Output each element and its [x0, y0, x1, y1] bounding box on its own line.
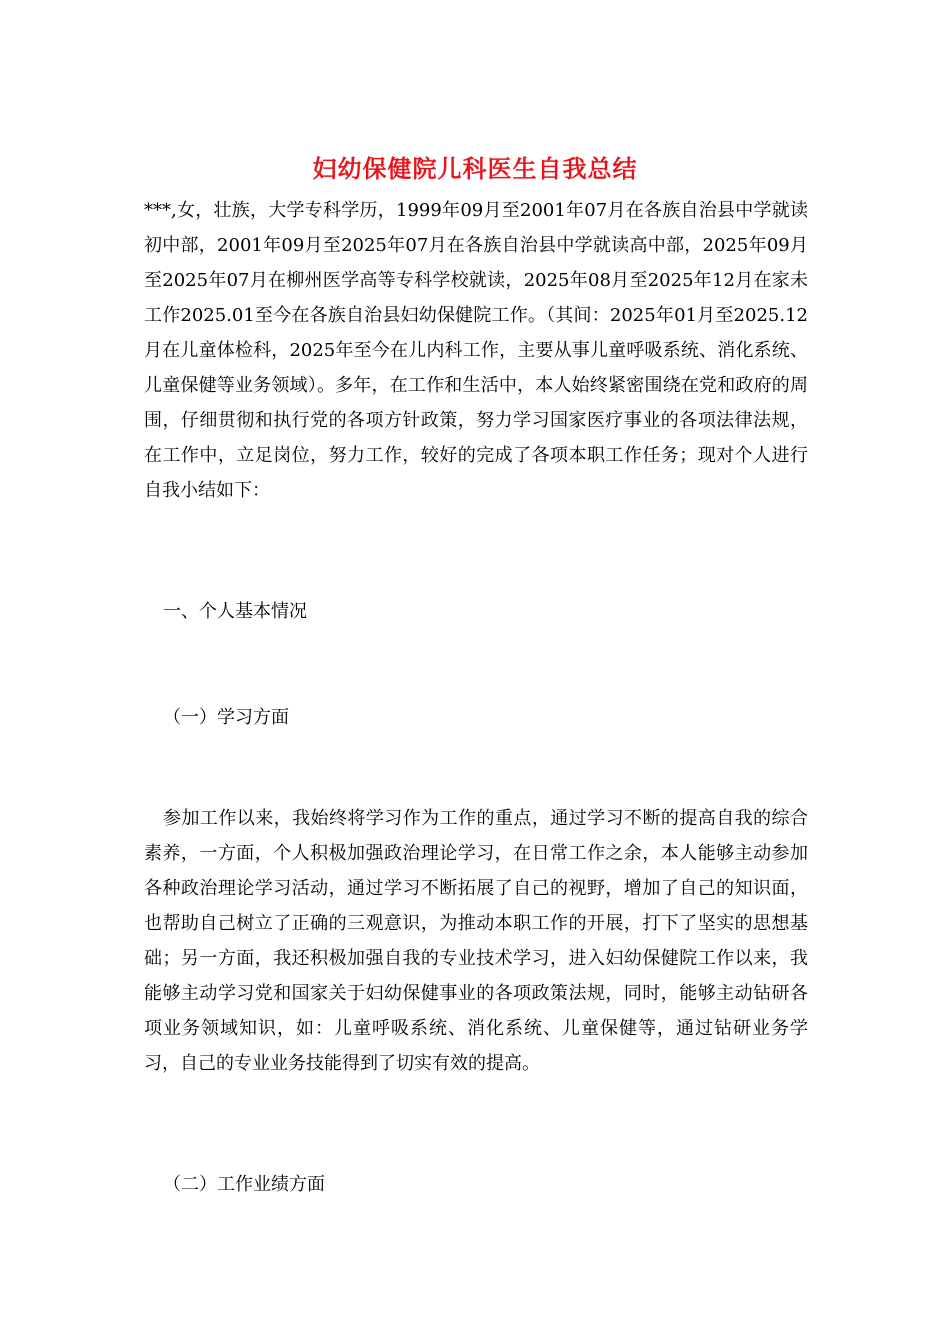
subsection-heading-study: （一）学习方面 [163, 707, 289, 728]
document-title: 妇幼保健院儿科医生自我总结 [312, 154, 638, 183]
intro-paragraph: ***,女，壮族，大学专科学历，1999年09月至2001年07月在各族自治县中学就读初中部，2001年09月至2025年07月在各族自治县中学就读高中部，2025年09月至2025年07月在柳州医学高等专科学校就读，2025年08月至2025年12月在家未工作2025.01至今在各族自治县妇幼保健院工作。（其间：2025年01月至2025.12月在儿童体检科，2025年至今在儿内科工作，主要从事儿童呼吸系统、消化系统、儿童保健等业务领域）。多年，在工作和生活中，本人始终紧密围绕在党和政府的周围，仔细贯彻和执行党的各项方针政策，努力学习国家医疗事业的各项法律法规，在工作中，立足岗位，努力工作，较好的完成了各项本职工作任务；现对个人进行自我小结如下： [144, 200, 808, 501]
subsection-heading-work-performance: （二）工作业绩方面 [163, 1174, 325, 1195]
section-heading-basic-info: 一、个人基本情况 [163, 601, 307, 622]
study-paragraph: 参加工作以来，我始终将学习作为工作的重点，通过学习不断的提高自我的综合素养，一方面，个人积极加强政治理论学习，在日常工作之余，本人能够主动参加各种政治理论学习活动，通过学习不断拓展了自己的视野，增加了自己的知识面，也帮助自己树立了正确的三观意识，为推动本职工作的开展，打下了坚实的思想基础；另一方面，我还积极加强自我的专业技术学习，进入妇幼保健院工作以来，我能够主动学习党和国家关于妇幼保健事业的各项政策法规，同时，能够主动钻研各项业务领域知识，如：儿童呼吸系统、消化系统、儿童保健等，通过钻研业务学习，自己的专业业务技能得到了切实有效的提高。 [144, 808, 808, 1074]
